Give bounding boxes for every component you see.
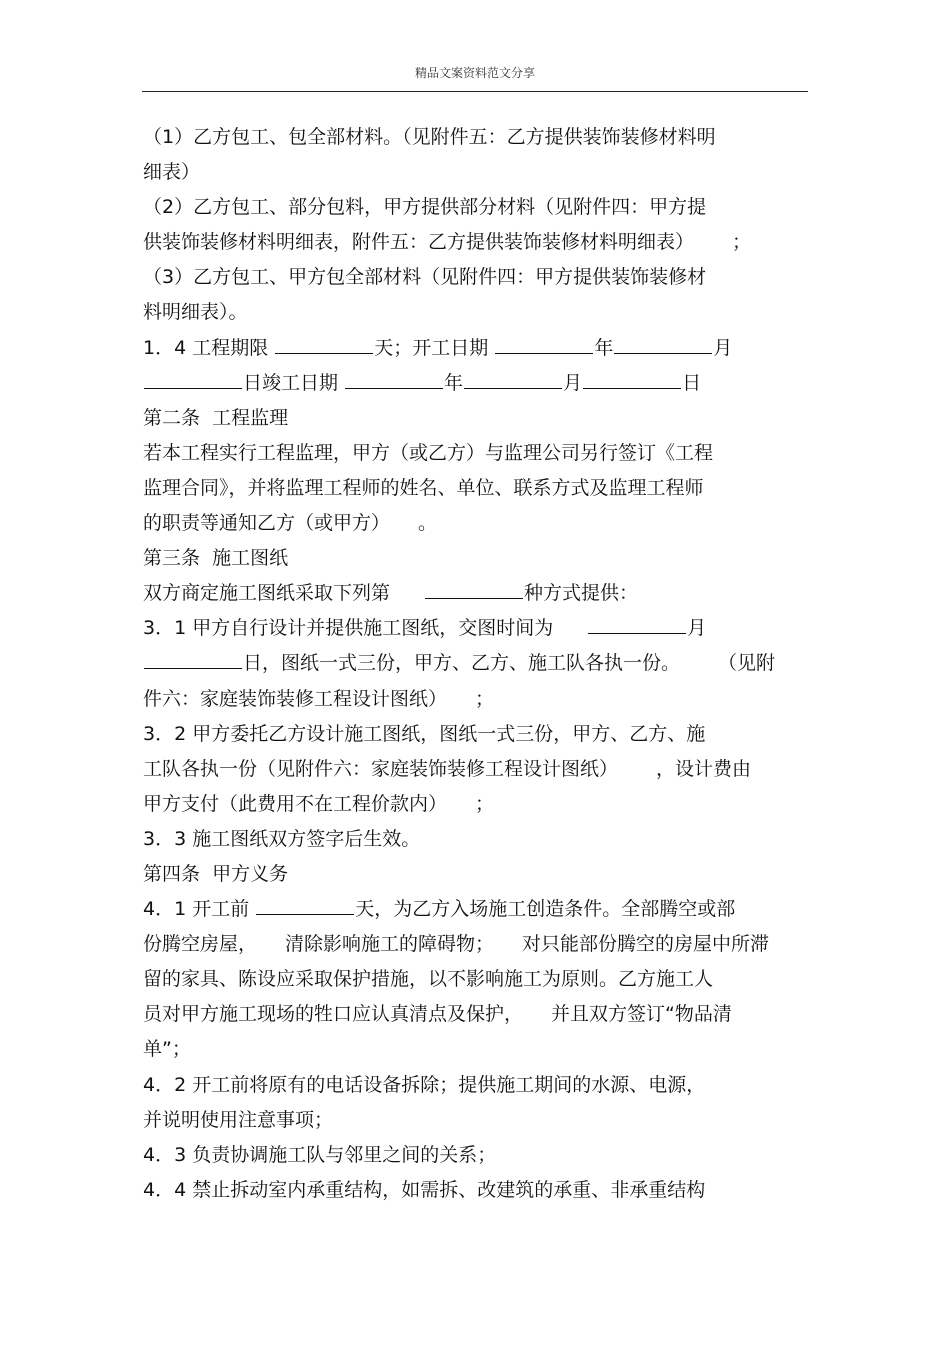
text-line: 并说明使用注意事项； xyxy=(143,1108,334,1131)
fill-in-blank xyxy=(144,648,242,669)
text-line: 若本工程实行工程监理，甲方（或乙方）与监理公司另行签订《工程 xyxy=(143,441,714,464)
fill-in-blank xyxy=(464,368,562,389)
text-line: 日，图纸一式三份，甲方、乙方、施工队各执一份。 （见附 xyxy=(143,646,811,681)
fill-in-blank xyxy=(345,368,443,389)
text-line: 3．3 施工图纸双方签字后生效。 xyxy=(143,827,421,850)
text-line: 甲方支付（此费用不在工程价款内） ； xyxy=(143,792,495,815)
fill-in-blank xyxy=(275,333,373,354)
page-header-title: 精品文案资料范文分享 xyxy=(414,66,535,80)
text-line: 3．1 甲方自行设计并提供施工图纸，交图时间为 月 xyxy=(143,611,811,646)
text-line: 4．4 禁止拆动室内承重结构，如需拆、改建筑的承重、非承重结构 xyxy=(143,1178,706,1201)
fill-in-blank xyxy=(495,333,593,354)
text-line: 供装饰装修材料明细表，附件五：乙方提供装饰装修材料明细表） ； xyxy=(143,231,752,254)
text-line: 留的家具、陈设应采取保护措施，以不影响施工为原则。乙方施工人 xyxy=(143,968,714,991)
text-line: 的职责等通知乙方（或甲方） 。 xyxy=(143,512,438,535)
fill-in-blank xyxy=(144,368,242,389)
text-line: 4．1 开工前 天，为乙方入场施工创造条件。全部腾空或部 xyxy=(143,892,811,927)
text-line: 工队各执一份（见附件六：家庭装饰装修工程设计图纸） ，设计费由 xyxy=(143,757,752,780)
text-line: 4．2 开工前将原有的电话设备拆除；提供施工期间的水源、电源， xyxy=(143,1073,706,1096)
section-heading: 第三条 施工图纸 xyxy=(143,547,289,570)
contract-body xyxy=(143,120,811,1208)
text-line: （1）乙方包工、包全部材料。（见附件五：乙方提供装饰装修材料明 xyxy=(143,126,716,148)
text-line: 双方商定施工图纸采取下列第 种方式提供： xyxy=(143,576,811,611)
text-line: （3）乙方包工、甲方包全部材料（见附件四：甲方提供装饰装修材 xyxy=(143,266,707,289)
fill-in-blank xyxy=(614,333,712,354)
text-line: 料明细表）。 xyxy=(143,301,248,324)
text-line: 3．2 甲方委托乙方设计施工图纸，图纸一式三份，甲方、乙方、施 xyxy=(143,722,706,745)
text-line: （2）乙方包工、部分包料，甲方提供部分材料（见附件四：甲方提 xyxy=(143,196,707,219)
text-line: 监理合同》，并将监理工程师的姓名、单位、联系方式及监理工程师 xyxy=(143,476,704,499)
fill-in-blank xyxy=(583,368,681,389)
fill-in-blank xyxy=(425,578,523,599)
text-line-schedule: 日竣工日期 年 月 日 xyxy=(143,366,811,401)
fill-in-blank xyxy=(588,613,686,634)
text-line: 细表） xyxy=(143,161,201,184)
section-heading: 第二条 工程监理 xyxy=(143,406,289,429)
text-line-schedule: 1．4 工程期限 天；开工日期 年 月 xyxy=(143,331,811,366)
header-divider xyxy=(142,91,808,92)
text-line: 4．3 负责协调施工队与邻里之间的关系； xyxy=(143,1143,497,1166)
text-line: 单”； xyxy=(143,1038,191,1061)
section-heading: 第四条 甲方义务 xyxy=(143,862,289,885)
fill-in-blank xyxy=(256,894,354,915)
text-line: 员对甲方施工现场的牲口应认真清点及保护， 并且双方签订“物品清 xyxy=(143,1003,732,1026)
text-line: 份腾空房屋， 清除影响施工的障碍物； 对只能部份腾空的房屋中所滞 xyxy=(143,933,770,956)
text-line: 件六：家庭装饰装修工程设计图纸） ； xyxy=(143,687,495,710)
